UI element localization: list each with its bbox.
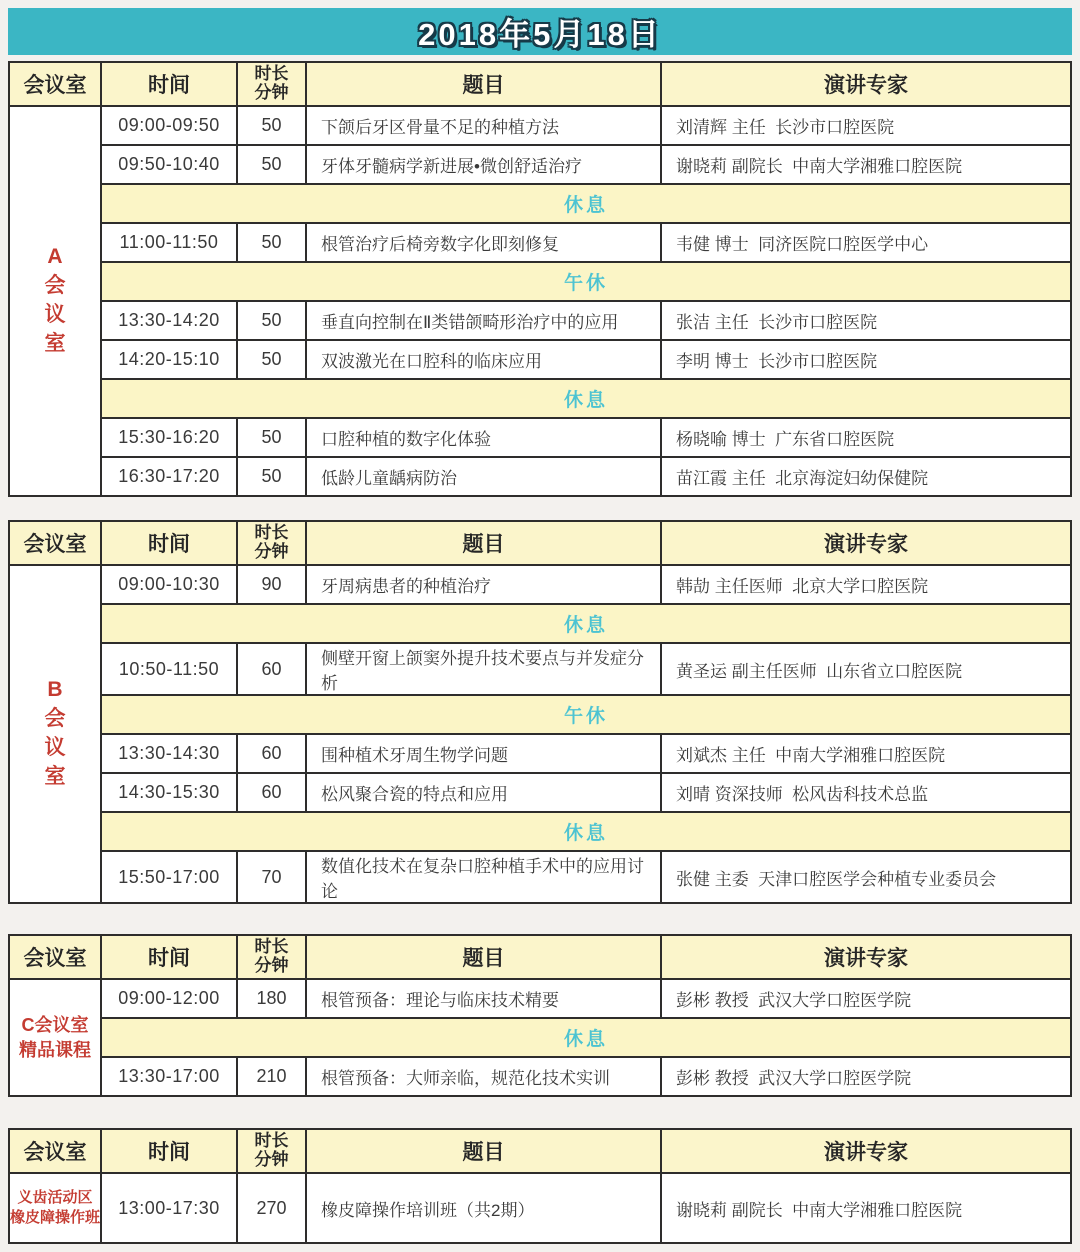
header-duration-line2: 分钟 bbox=[254, 956, 289, 975]
room-label-line: 议 bbox=[44, 736, 66, 759]
session-speaker: 谢晓莉 副院长 中南大学湘雅口腔医院 bbox=[661, 145, 1071, 184]
session-row bbox=[9, 145, 1071, 184]
break-row bbox=[9, 1018, 1071, 1057]
header-room: 会议室 bbox=[9, 1129, 101, 1173]
room-label-line: 室 bbox=[44, 764, 66, 788]
session-topic: 橡皮障操作培训班（共2期） bbox=[306, 1173, 661, 1243]
session-topic: 牙体牙髓病学新进展•微创舒适治疗 bbox=[306, 145, 661, 184]
header-time: 时间 bbox=[101, 935, 237, 979]
header-duration-line2: 分钟 bbox=[254, 1150, 289, 1169]
room-label-line: A bbox=[47, 245, 63, 269]
schedule-grid bbox=[8, 1128, 1072, 1244]
room-label bbox=[10, 243, 100, 359]
session-row bbox=[9, 223, 1071, 262]
break-row bbox=[9, 262, 1071, 301]
header-duration-line1: 时长 bbox=[254, 937, 289, 957]
session-duration-minutes: 70 bbox=[237, 851, 306, 903]
break-label: 休息 bbox=[101, 812, 1071, 851]
session-speaker: 刘斌杰 主任 中南大学湘雅口腔医院 bbox=[661, 734, 1071, 773]
session-speaker: 黄圣运 副主任医师 山东省立口腔医院 bbox=[661, 643, 1071, 695]
room-label-line: 精品课程 bbox=[19, 1039, 91, 1060]
schedule-grid bbox=[8, 934, 1072, 1097]
session-row bbox=[9, 851, 1071, 903]
session-time: 14:20-15:10 bbox=[101, 340, 237, 379]
room-cell bbox=[9, 106, 101, 496]
session-speaker: 韦健 博士 同济医院口腔医学中心 bbox=[661, 223, 1071, 262]
session-time: 09:00-12:00 bbox=[101, 979, 237, 1018]
room-label-line: B bbox=[47, 678, 63, 702]
session-duration-minutes: 50 bbox=[237, 418, 306, 457]
session-time: 13:30-14:30 bbox=[101, 734, 237, 773]
session-row bbox=[9, 773, 1071, 812]
session-topic: 根管预备：大师亲临，规范化技术实训 bbox=[306, 1057, 661, 1096]
header-duration bbox=[237, 62, 306, 106]
room-label bbox=[10, 1188, 100, 1229]
header-time: 时间 bbox=[101, 62, 237, 106]
schedule-table-denture-area bbox=[8, 1128, 1072, 1244]
session-duration-minutes: 210 bbox=[237, 1057, 306, 1096]
session-row bbox=[9, 418, 1071, 457]
break-label: 休息 bbox=[101, 184, 1071, 223]
session-duration-minutes: 60 bbox=[237, 643, 306, 695]
room-label-line: 会 bbox=[44, 274, 66, 298]
schedule-table-room-c bbox=[8, 934, 1072, 1097]
session-speaker: 彭彬 教授 武汉大学口腔医学院 bbox=[661, 1057, 1071, 1096]
session-row bbox=[9, 301, 1071, 340]
table-header-row bbox=[9, 62, 1071, 106]
session-row bbox=[9, 643, 1071, 695]
session-topic: 围种植术牙周生物学问题 bbox=[306, 734, 661, 773]
break-label: 休息 bbox=[101, 1018, 1071, 1057]
session-row bbox=[9, 340, 1071, 379]
session-row bbox=[9, 1057, 1071, 1096]
header-time: 时间 bbox=[101, 521, 237, 565]
session-row bbox=[9, 457, 1071, 496]
header-duration-line1: 时长 bbox=[254, 1131, 289, 1151]
break-row bbox=[9, 812, 1071, 851]
session-duration-minutes: 50 bbox=[237, 223, 306, 262]
header-time: 时间 bbox=[101, 1129, 237, 1173]
session-speaker: 张健 主委 天津口腔医学会种植专业委员会 bbox=[661, 851, 1071, 903]
session-duration-minutes: 50 bbox=[237, 106, 306, 145]
break-label: 午休 bbox=[101, 695, 1071, 734]
header-duration-line1: 时长 bbox=[254, 523, 289, 543]
session-speaker: 刘清辉 主任 长沙市口腔医院 bbox=[661, 106, 1071, 145]
session-time: 14:30-15:30 bbox=[101, 773, 237, 812]
session-topic: 低龄儿童龋病防治 bbox=[306, 457, 661, 496]
session-row bbox=[9, 979, 1071, 1018]
session-row bbox=[9, 734, 1071, 773]
session-topic: 侧壁开窗上颌窦外提升技术要点与并发症分析 bbox=[306, 643, 661, 695]
table-header-row bbox=[9, 935, 1071, 979]
session-duration-minutes: 50 bbox=[237, 145, 306, 184]
header-duration-line2: 分钟 bbox=[254, 542, 289, 561]
schedule-grid bbox=[8, 520, 1072, 904]
break-label: 休息 bbox=[101, 379, 1071, 418]
room-label-line: 义齿活动区 bbox=[17, 1188, 93, 1206]
break-label: 午休 bbox=[101, 262, 1071, 301]
header-room: 会议室 bbox=[9, 62, 101, 106]
header-room: 会议室 bbox=[9, 521, 101, 565]
session-speaker: 李明 博士 长沙市口腔医院 bbox=[661, 340, 1071, 379]
session-row bbox=[9, 565, 1071, 604]
header-speaker: 演讲专家 bbox=[661, 935, 1071, 979]
session-topic: 下颌后牙区骨量不足的种植方法 bbox=[306, 106, 661, 145]
session-duration-minutes: 180 bbox=[237, 979, 306, 1018]
table-header-row bbox=[9, 1129, 1071, 1173]
room-label-line: C会议室 bbox=[21, 1015, 89, 1036]
header-speaker: 演讲专家 bbox=[661, 1129, 1071, 1173]
session-duration-minutes: 60 bbox=[237, 773, 306, 812]
break-row bbox=[9, 695, 1071, 734]
header-topic: 题目 bbox=[306, 935, 661, 979]
schedule-table-room-b bbox=[8, 520, 1072, 904]
schedule-table-room-a bbox=[8, 61, 1072, 497]
session-topic: 口腔种植的数字化体验 bbox=[306, 418, 661, 457]
room-label-line: 议 bbox=[44, 303, 66, 326]
session-time: 15:30-16:20 bbox=[101, 418, 237, 457]
session-topic: 根管预备：理论与临床技术精要 bbox=[306, 979, 661, 1018]
session-duration-minutes: 50 bbox=[237, 301, 306, 340]
session-time: 09:50-10:40 bbox=[101, 145, 237, 184]
session-speaker: 苗江霞 主任 北京海淀妇幼保健院 bbox=[661, 457, 1071, 496]
room-label-line: 会 bbox=[44, 707, 66, 731]
session-topic: 垂直向控制在Ⅱ类错颌畸形治疗中的应用 bbox=[306, 301, 661, 340]
session-speaker: 韩劼 主任医师 北京大学口腔医院 bbox=[661, 565, 1071, 604]
break-label: 休息 bbox=[101, 604, 1071, 643]
session-speaker: 张洁 主任 长沙市口腔医院 bbox=[661, 301, 1071, 340]
session-time: 15:50-17:00 bbox=[101, 851, 237, 903]
session-topic: 数值化技术在复杂口腔种植手术中的应用讨论 bbox=[306, 851, 661, 903]
session-duration-minutes: 50 bbox=[237, 340, 306, 379]
session-speaker: 杨晓喻 博士 广东省口腔医院 bbox=[661, 418, 1071, 457]
session-duration-minutes: 50 bbox=[237, 457, 306, 496]
date-banner bbox=[8, 8, 1072, 55]
header-duration bbox=[237, 521, 306, 565]
session-time: 10:50-11:50 bbox=[101, 643, 237, 695]
room-label bbox=[10, 1013, 100, 1062]
session-topic: 根管治疗后椅旁数字化即刻修复 bbox=[306, 223, 661, 262]
session-duration-minutes: 60 bbox=[237, 734, 306, 773]
header-duration bbox=[237, 935, 306, 979]
header-topic: 题目 bbox=[306, 521, 661, 565]
break-row bbox=[9, 184, 1071, 223]
session-speaker: 彭彬 教授 武汉大学口腔医学院 bbox=[661, 979, 1071, 1018]
header-topic: 题目 bbox=[306, 1129, 661, 1173]
room-cell bbox=[9, 1173, 101, 1243]
header-topic: 题目 bbox=[306, 62, 661, 106]
session-topic: 松风聚合瓷的特点和应用 bbox=[306, 773, 661, 812]
session-row bbox=[9, 106, 1071, 145]
header-duration-line2: 分钟 bbox=[254, 83, 289, 102]
session-time: 13:30-14:20 bbox=[101, 301, 237, 340]
session-time: 13:30-17:00 bbox=[101, 1057, 237, 1096]
header-speaker: 演讲专家 bbox=[661, 521, 1071, 565]
session-duration-minutes: 90 bbox=[237, 565, 306, 604]
session-time: 09:00-09:50 bbox=[101, 106, 237, 145]
session-time: 11:00-11:50 bbox=[101, 223, 237, 262]
session-row bbox=[9, 1173, 1071, 1243]
header-duration bbox=[237, 1129, 306, 1173]
session-topic: 双波激光在口腔科的临床应用 bbox=[306, 340, 661, 379]
session-topic: 牙周病患者的种植治疗 bbox=[306, 565, 661, 604]
session-time: 13:00-17:30 bbox=[101, 1173, 237, 1243]
header-room: 会议室 bbox=[9, 935, 101, 979]
break-row bbox=[9, 604, 1071, 643]
table-header-row bbox=[9, 521, 1071, 565]
session-time: 09:00-10:30 bbox=[101, 565, 237, 604]
room-label-line: 橡皮障操作班 bbox=[10, 1209, 101, 1226]
room-cell bbox=[9, 979, 101, 1096]
room-label-line: 室 bbox=[44, 331, 66, 355]
header-duration-line1: 时长 bbox=[254, 64, 289, 84]
schedule-grid bbox=[8, 61, 1072, 497]
session-duration-minutes: 270 bbox=[237, 1173, 306, 1243]
room-label bbox=[10, 676, 100, 792]
session-time: 16:30-17:20 bbox=[101, 457, 237, 496]
room-cell bbox=[9, 565, 101, 903]
break-row bbox=[9, 379, 1071, 418]
date-banner-text: 2018年5月18日 bbox=[418, 17, 662, 52]
header-speaker: 演讲专家 bbox=[661, 62, 1071, 106]
session-speaker: 刘晴 资深技师 松风齿科技术总监 bbox=[661, 773, 1071, 812]
session-speaker: 谢晓莉 副院长 中南大学湘雅口腔医院 bbox=[661, 1173, 1071, 1243]
